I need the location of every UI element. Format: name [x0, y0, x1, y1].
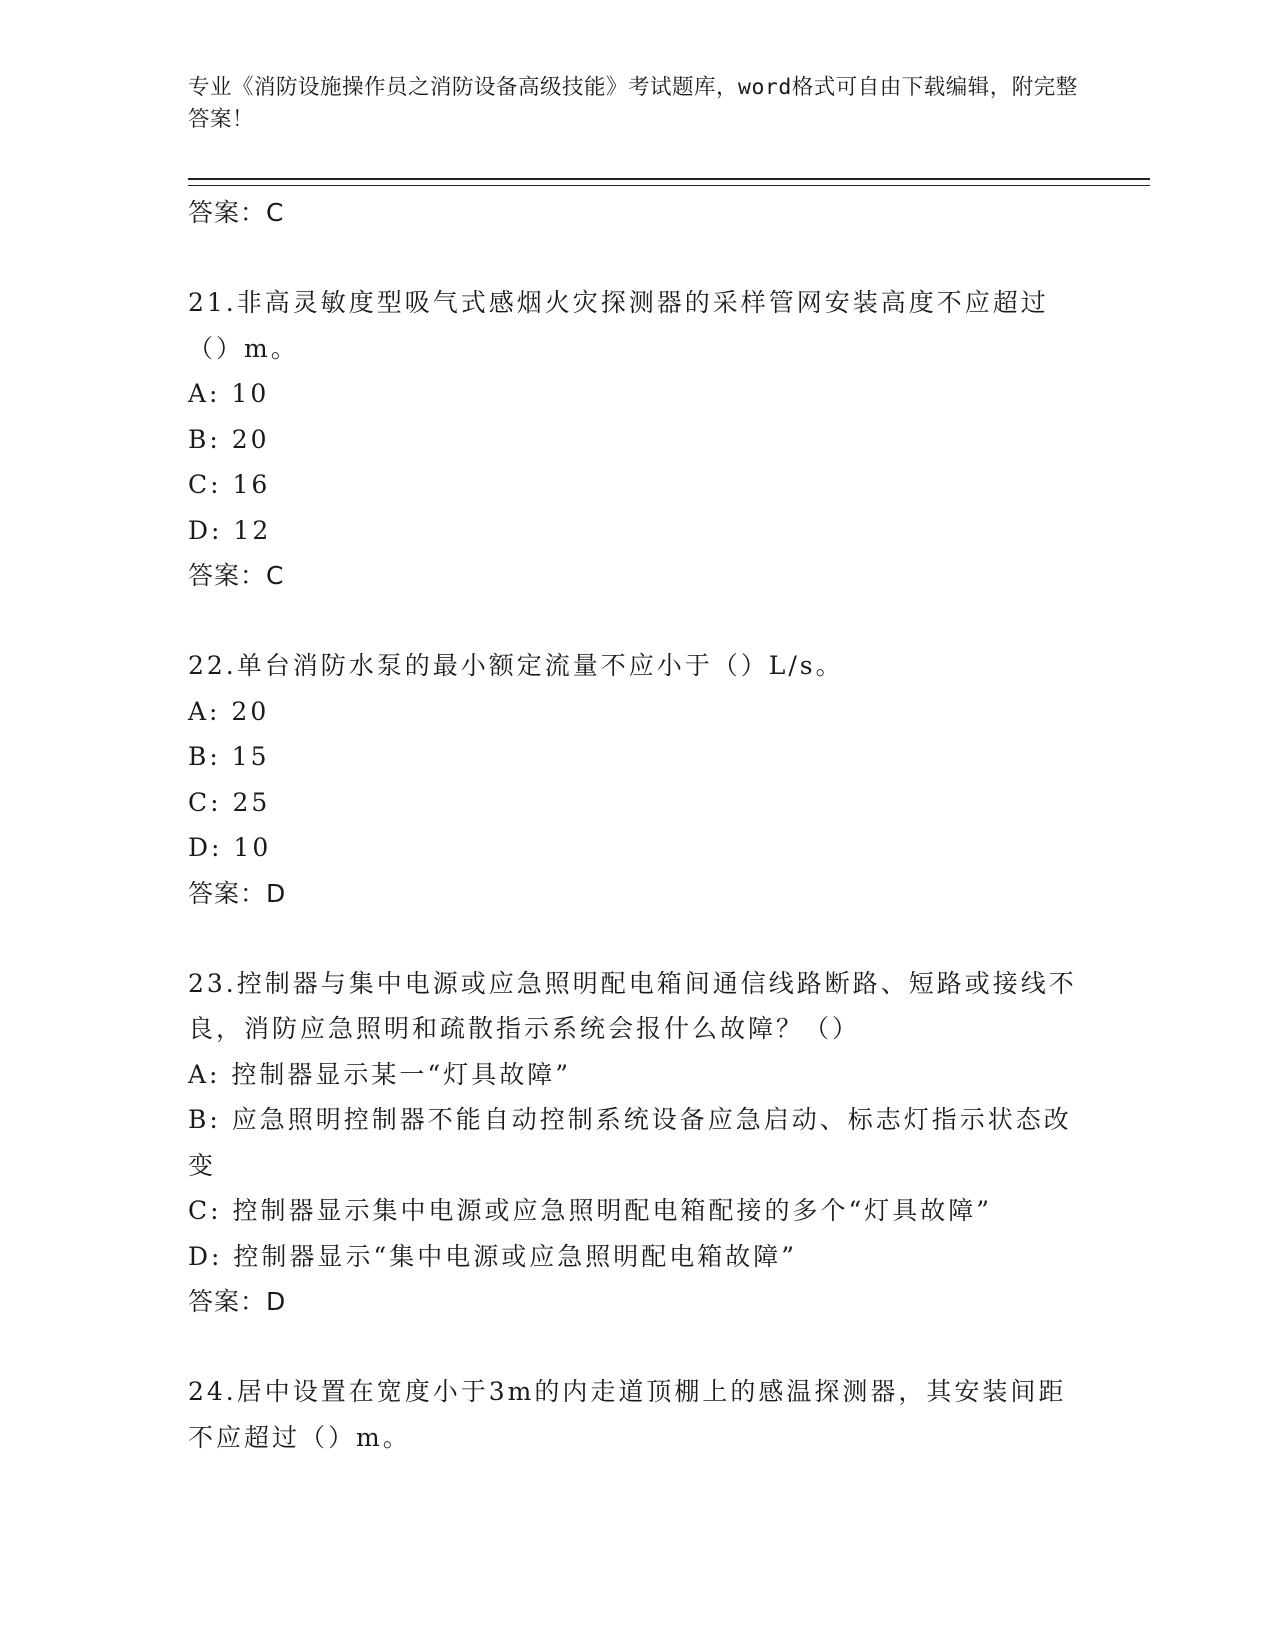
question-24 — [188, 1369, 1088, 1460]
option-c: C: 16 — [188, 470, 271, 499]
answer-label: 答案： — [188, 561, 267, 590]
answer-label: 答案： — [188, 1287, 267, 1316]
answer-line — [188, 1279, 1088, 1325]
option-a: A: 10 — [188, 379, 270, 408]
option-d: D: 12 — [188, 515, 272, 545]
answer-line — [188, 553, 1088, 599]
header-text: 专业《消防设施操作员之消防设备高级技能》考试题库，word格式可自由下载编辑，附完整答案！ — [188, 75, 1078, 132]
question-21 — [188, 280, 1088, 599]
answer-value: C — [266, 561, 285, 590]
option-a: A: 20 — [188, 696, 270, 726]
answer-line — [188, 871, 1088, 917]
question-stem: 23.控制器与集中电源或应急照明配电箱间通信线路断路、短路或接线不良，消防应急照明和疏散指示系统会报什么故障？（） — [188, 968, 1077, 1043]
option-d: D: 10 — [188, 833, 272, 862]
document-body — [188, 190, 1088, 1460]
answer-label: 答案： — [188, 878, 267, 908]
option-c: C: 25 — [188, 787, 271, 817]
page-header — [188, 72, 1088, 136]
option-a: A: 控制器显示某一“灯具故障” — [188, 1059, 571, 1089]
option-c: C: 控制器显示集中电源或应急照明配电箱配接的多个“灯具故障” — [188, 1196, 993, 1225]
answer-line — [188, 190, 1088, 236]
option-b: B: 15 — [188, 742, 270, 771]
question-stem: 21.非高灵敏度型吸气式感烟火灾探测器的采样管网安装高度不应超过（）m。 — [188, 288, 1049, 363]
question-stem: 24.居中设置在宽度小于3m的内走道顶棚上的感温探测器，其安装间距不应超过（）m。 — [188, 1377, 1067, 1452]
question-stem: 22.单台消防水泵的最小额定流量不应小于（）L/s。 — [188, 651, 844, 680]
answer-label: 答案： — [188, 198, 267, 227]
option-d: D: 控制器显示“集中电源或应急照明配电箱故障” — [188, 1241, 797, 1271]
question-22 — [188, 643, 1088, 917]
option-b: B: 20 — [188, 424, 270, 454]
option-b: B: 应急照明控制器不能自动控制系统设备应急启动、标志灯指示状态改变 — [188, 1105, 1072, 1180]
answer-value: D — [266, 878, 287, 908]
question-23 — [188, 961, 1088, 1326]
answer-value: D — [266, 1287, 287, 1316]
answer-value: C — [266, 198, 285, 227]
header-divider — [188, 178, 1150, 186]
